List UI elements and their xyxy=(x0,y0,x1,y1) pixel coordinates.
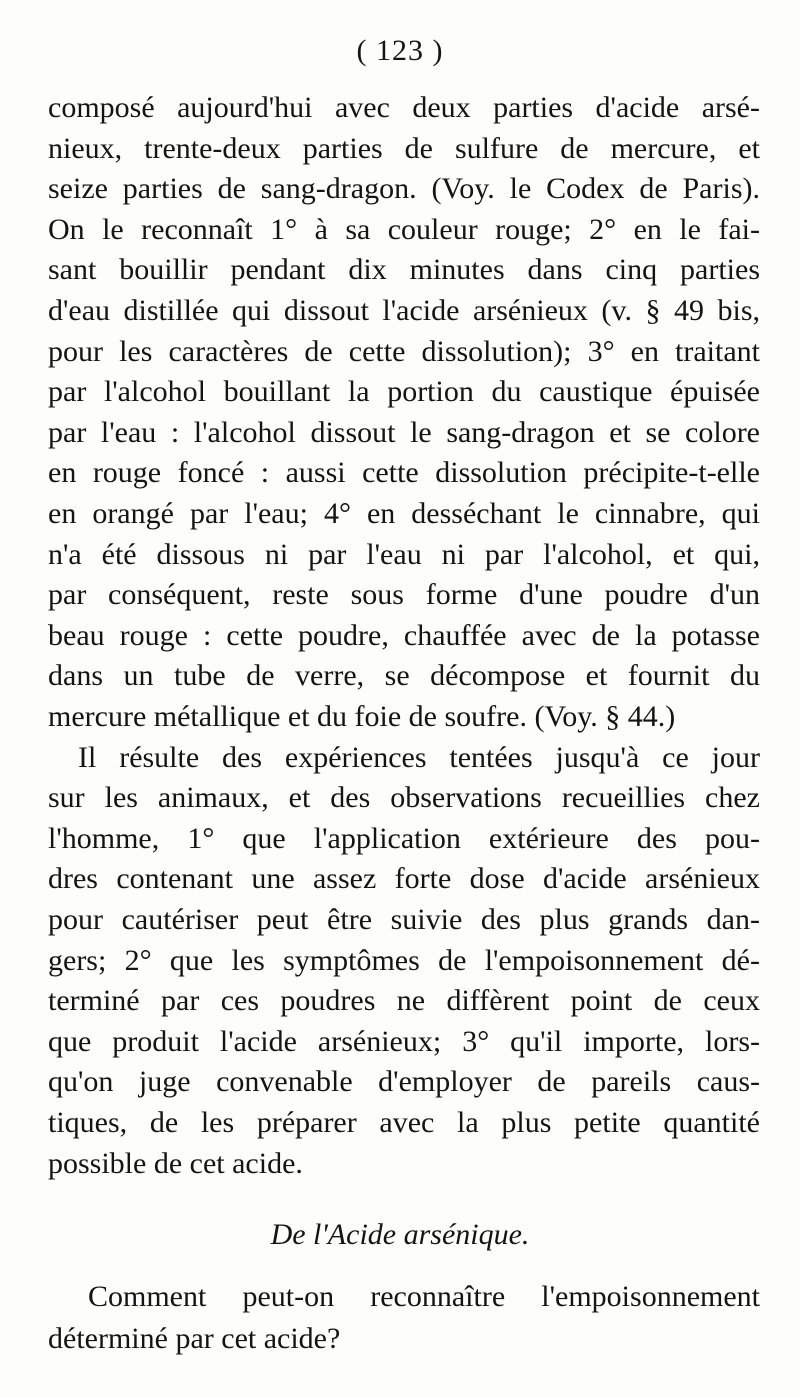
text-line: que produit l'acide arsénieux; 3° qu'il importe, lors- xyxy=(48,1024,760,1058)
text-line: gers; 2° que les symptômes de l'empoisonnement dé- xyxy=(48,943,760,977)
text-line: beau rouge : cette poudre, chauffée avec de la potasse xyxy=(48,618,760,652)
text-line: par l'eau : l'alcohol dissout le sang-dragon et se colore xyxy=(48,415,760,449)
text-line: tiques, de les préparer avec la plus petite quantité xyxy=(48,1106,760,1139)
text-line: n'a été dissous ni par l'eau ni par l'alcohol, et qui, xyxy=(48,537,760,571)
text-line: sant bouillir pendant dix minutes dans cinq parties xyxy=(48,253,760,287)
text-line: en rouge foncé : aussi cette dissolution précipite-t-elle xyxy=(48,456,760,490)
text-line: dres contenant une assez forte dose d'acide arsénieux xyxy=(48,862,760,896)
section-heading: De l'Acide arsénique. xyxy=(270,1218,530,1251)
text-line: en orangé par l'eau; 4° en desséchant le cinnabre, qui xyxy=(48,497,760,530)
text-line: On le reconnaît 1° à sa couleur rouge; 2° en le fai- xyxy=(48,212,760,246)
text-line: qu'on juge convenable d'employer de pareils caus- xyxy=(48,1065,760,1099)
question-line: Comment peut-on reconnaître l'empoisonnement xyxy=(88,1280,760,1313)
text-line: terminé par ces poudres ne diffèrent point de ceux xyxy=(48,984,760,1018)
question-line: déterminé par cet acide? xyxy=(48,1322,341,1355)
text-line: par l'alcohol bouillant la portion du caustique épuisée xyxy=(48,375,760,409)
text-line: pour cautériser peut être suivie des plus grands dan- xyxy=(48,903,760,936)
page-number: ( 123 ) xyxy=(356,34,444,67)
text-line: dans un tube de verre, se décompose et fournit du xyxy=(48,659,760,693)
text-line: nieux, trente-deux parties de sulfure de mercure, et xyxy=(48,131,760,165)
text-line: l'homme, 1° que l'application extérieure des pou- xyxy=(48,821,760,855)
text-line: Il résulte des expériences tentées jusqu'à ce jour xyxy=(78,740,760,774)
text-line: composé aujourd'hui avec deux parties d'acide arsé- xyxy=(48,91,760,124)
text-line: mercure métallique et du foie de soufre. (Voy. § 44.) xyxy=(48,700,676,733)
text-line: sur les animaux, et des observations recueillies chez xyxy=(48,781,760,815)
text-line: pour les caractères de cette dissolution); 3° en traitant xyxy=(48,334,760,368)
text-line: seize parties de sang-dragon. (Voy. le Codex de Paris). xyxy=(48,172,760,206)
text-line: possible de cet acide. xyxy=(48,1146,303,1180)
text-line: par conséquent, reste sous forme d'une poudre d'un xyxy=(48,578,760,612)
text-line: d'eau distillée qui dissout l'acide arsénieux (v. § 49 bis, xyxy=(48,294,760,327)
